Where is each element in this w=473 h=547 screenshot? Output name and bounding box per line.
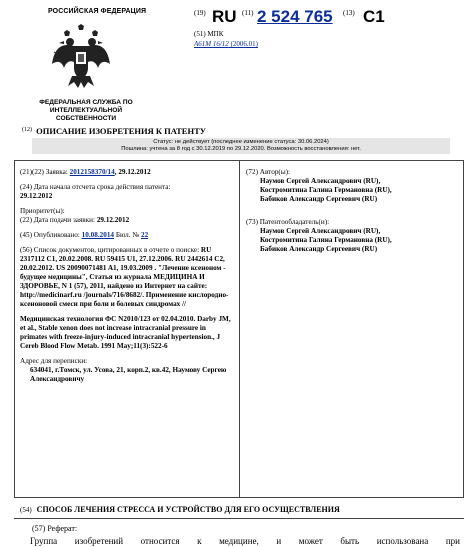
filing-value: 29.12.2012 [96, 216, 130, 224]
status-line: Статус: не действует (последнее изменение статуса: 30.06.2024) [153, 139, 329, 145]
owner-name: Бабиков Александр Сергеевич (RU) [260, 245, 378, 253]
filing-code: (22) [20, 216, 32, 224]
column-divider [239, 160, 240, 498]
term-start-entry [20, 183, 234, 201]
address-value: 634041, г.Томск, ул. Усова, 21, корп.2, кв.42, Наумову Сергею Александровичу [30, 366, 227, 383]
abstract-text: Группа изобретений относится к медицине, и может быть использована при [30, 536, 460, 546]
invention-code: (54) [20, 506, 32, 514]
inid-code-19: (19) [194, 9, 206, 17]
right-column [246, 168, 460, 260]
invention-title-text: СПОСОБ ЛЕЧЕНИЯ СТРЕССА И УСТРОЙСТВО ДЛЯ ЕГО ОСУЩЕСТВЛЕНИЯ [36, 505, 340, 514]
double-headed-eagle-icon [50, 24, 112, 90]
ipc-label: (51) МПК [194, 30, 224, 38]
application-label: (21)(22) Заявка: [20, 168, 68, 176]
application-date: , 29.12.2012 [114, 168, 151, 176]
bulletin-number-link[interactable]: 22 [140, 231, 149, 239]
term-start-label: Дата начала отсчета срока действия патента: [33, 183, 171, 191]
ipc-date: (2006.01) [230, 40, 258, 48]
cited-text: RU 2317112 C1, 20.02.2008. RU 59415 U1, 27.12.2006. RU 2442614 C2, 20.02.2012. US 20090071481 A1, 19.03.2009 . "Лечение ксеноном - будущее медицины", Статья из журнала МЕДИЦИНА И ЗДОРОВЬЕ, N 1 (57), 2011, найдено из Интернет на сайте: http://medicinarf.ru /journals/716/8682/. Применение кислородно-ксеноновой смеси при боли и болевых синдромах // [20, 246, 229, 308]
owners-label: Патентообладатель(и): [259, 218, 330, 226]
application-entry [20, 168, 234, 177]
title-text: ОПИСАНИЕ ИЗОБРЕТЕНИЯ К ПАТЕНТУ [36, 126, 206, 136]
document-title [22, 126, 206, 136]
published-label: Опубликовано: [33, 231, 80, 239]
emblem-icon [50, 24, 112, 90]
status-banner [32, 138, 450, 154]
owner-name: Наумов Сергей Александрович (RU), [260, 227, 381, 235]
inid-code-13: (13) [343, 9, 355, 17]
filing-entry [20, 216, 234, 225]
bulletin-label: Бюл. № [115, 231, 140, 239]
abstract-label: (57) Реферат: [32, 524, 78, 533]
owners-entry [246, 218, 460, 254]
authors-label: Автор(ы): [259, 168, 291, 176]
cited-code: (56) [20, 246, 32, 254]
owners-code: (73) [246, 218, 258, 226]
published-code: (45) [20, 231, 32, 239]
patent-number-link[interactable]: 2 524 765 [257, 7, 333, 26]
country-code: RU [212, 7, 237, 26]
application-number-link[interactable]: 2012158370/14 [69, 168, 115, 176]
term-start-code: (24) [20, 183, 32, 191]
authors-code: (72) [246, 168, 258, 176]
ipc-class[interactable]: A61M 16/12 [194, 40, 229, 48]
published-entry [20, 231, 234, 240]
divider [14, 518, 464, 519]
address-label: Адрес для переписки: [20, 357, 88, 365]
inid-code-11: (11) [242, 9, 254, 17]
left-column [20, 168, 234, 384]
author-name: Наумов Сергей Александрович (RU), [260, 177, 381, 185]
priority-label: Приоритет(ы): [20, 207, 65, 215]
invention-title [20, 505, 340, 514]
authors-entry [246, 168, 460, 204]
title-code: (12) [22, 127, 32, 133]
cited-label: Список документов, цитированных в отчете о поиске: [33, 246, 200, 254]
author-name: Бабиков Александр Сергеевич (RU) [260, 195, 378, 203]
filing-label: Дата подачи заявки: [33, 216, 96, 224]
agency-name: ФЕДЕРАЛЬНАЯ СЛУЖБА ПО ИНТЕЛЛЕКТУАЛЬНОЙ СОБСТВЕННОСТИ [39, 99, 133, 122]
country-name: РОССИЙСКАЯ ФЕДЕРАЦИЯ [48, 8, 147, 15]
author-name: Костромитина Галина Германовна (RU), [260, 186, 392, 194]
owner-name: Костромитина Галина Германовна (RU), [260, 236, 392, 244]
term-start-value: 29.12.2012 [20, 192, 53, 200]
cited-documents-continued: Медицинская технология ФС N2010/123 от 02.04.2010. Darby JM, et al., Stable xenon does not increase intracranial pressure in primates with freeze-injury-induced intracranial hypertension., J Cereb Blood Flow Metab. 1991 May;11(3):522-6 [20, 315, 231, 350]
ipc-class-link[interactable] [194, 40, 258, 48]
kind-code: C1 [363, 7, 385, 26]
cited-documents-entry [20, 246, 234, 309]
fee-line: Пошлина: учтена за 8 год с 30.12.2019 по 29.12.2020. Возможность восстановления: нет. [121, 146, 361, 152]
published-date-link[interactable]: 10.08.2014 [81, 231, 115, 239]
